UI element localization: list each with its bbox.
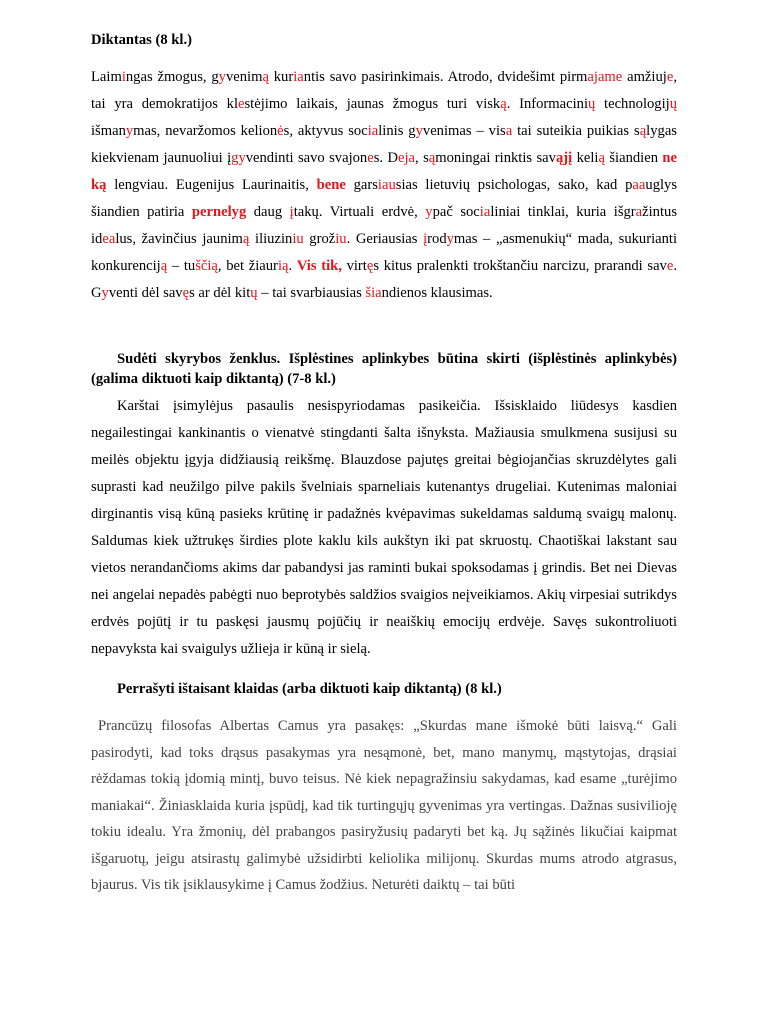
section3-heading: Perrašyti ištaisant klaidas (arba diktuoti kaip diktantą) (8 kl.) [117, 681, 502, 697]
text-run: moningai rinktis sav [435, 150, 556, 166]
text-run: Laim [91, 69, 122, 85]
text-run: – tu [167, 258, 196, 274]
highlighted-correction: ų [250, 285, 258, 301]
highlighted-correction: aa [632, 177, 646, 193]
highlighted-correction: ę [182, 285, 190, 301]
highlighted-correction: y [101, 285, 109, 301]
highlighted-correction: iau [377, 177, 396, 193]
text-run: s, aktyvus soc [283, 123, 368, 139]
text-run: ntis savo pasirinkimais. Atrodo, dvidešimt pirm [303, 69, 588, 85]
text-run: . [288, 258, 297, 274]
text-run: venti dėl sav [108, 285, 183, 301]
highlighted-correction: ia [367, 123, 379, 139]
highlighted-correction: Vis tik, [296, 258, 342, 274]
text-run: ndienos klausimas. [381, 285, 493, 301]
text-run: tai suteikia puikias s [512, 123, 640, 139]
highlighted-correction: a [375, 285, 382, 301]
highlighted-correction: ščią [195, 258, 218, 274]
text-run: mas, nevaržomos kelion [133, 123, 278, 139]
highlighted-correction: ų [588, 96, 596, 112]
text-run: venimas – vis [422, 123, 506, 139]
text-run: . Geriausias [346, 231, 424, 247]
highlighted-correction: e [666, 69, 674, 85]
text-run: vendinti savo svajon [245, 150, 368, 166]
text-run: lygas kiekvienam jaunuoliui į [91, 123, 677, 166]
text-run: sias lietuvių psichologas, sako, kad p [395, 177, 633, 193]
text-run: uglys šiandien patiria [91, 177, 678, 220]
text-run: grož [303, 231, 336, 247]
highlighted-correction: ne ką [91, 150, 677, 193]
text-run: daug [246, 204, 290, 220]
highlighted-correction: ia [479, 204, 491, 220]
highlighted-correction: a [635, 204, 643, 220]
highlighted-correction: ą [262, 69, 269, 85]
highlighted-correction: y [218, 69, 226, 85]
text-run: žintus id [91, 204, 678, 247]
text-run: lus, žavinčius jaunim [115, 231, 243, 247]
highlighted-correction: ą [639, 123, 647, 139]
highlighted-correction: ė [277, 123, 284, 139]
text-run: , s [415, 150, 429, 166]
highlighted-correction: ajame [587, 69, 623, 85]
highlighted-correction: y [415, 123, 423, 139]
text-run: išman [91, 123, 126, 139]
text-run: – tai svarbiausias [257, 285, 366, 301]
highlighted-correction: į [289, 204, 294, 220]
text-run: liniai tinklai, kuria išgr [490, 204, 636, 220]
highlighted-correction: ia [293, 69, 304, 85]
highlighted-correction: iu [292, 231, 304, 247]
highlighted-correction: pernelyg [191, 204, 247, 220]
text-run: keli [572, 150, 599, 166]
highlighted-correction: ą [428, 150, 436, 166]
text-run: ngas žmogus, g [125, 69, 219, 85]
text-run: virt [341, 258, 367, 274]
text-run: s kitus pralenkti trokštančiu narcizu, prarandi sav [373, 258, 667, 274]
text-run: takų. Virtuali erdvė, [293, 204, 426, 220]
section2-heading: Sudėti skyrybos ženklus. Išplėstines aplinkybes būtina skirti (išplėstinės aplinkybės) (galima diktuoti kaip diktantą) (7-8 kl.) [91, 351, 677, 387]
text-run: . Informacini [506, 96, 588, 112]
text-run: rod [427, 231, 447, 247]
text-run: , bet žiaur [217, 258, 278, 274]
highlighted-correction: y [425, 204, 433, 220]
highlighted-correction: ų [669, 96, 677, 112]
text-run: linis g [378, 123, 416, 139]
highlighted-correction: e [367, 150, 374, 166]
text-run: kur [268, 69, 294, 85]
highlighted-correction: ę [366, 258, 374, 274]
text-run: venim [225, 69, 263, 85]
highlighted-correction: y [125, 123, 134, 139]
highlighted-correction: ą [160, 258, 168, 274]
highlighted-correction: į [423, 231, 428, 247]
text-run: technologij [595, 96, 670, 112]
highlighted-correction: i [121, 69, 126, 85]
text-run: stėjimo laikais, jaunas žmogus turi visk [244, 96, 501, 112]
highlighted-correction: eja [398, 150, 416, 166]
highlighted-correction: a [505, 123, 513, 139]
text-run: pač soc [432, 204, 480, 220]
highlighted-correction: bene [316, 177, 346, 193]
text-run: iliuzin [249, 231, 293, 247]
highlighted-correction: ąjį [555, 150, 573, 166]
text-run: . G [91, 258, 677, 301]
highlighted-correction: ą [500, 96, 507, 112]
text-run: s ar dėl kit [189, 285, 251, 301]
section2-paragraph: Karštai įsimylėjus pasaulis nesispyriodamas pasikeičia. Išsisklaido liūdesys kasdien negailestingai kankinantis o vienatvė stingdanti šalta išnyksta. Mažiausia smulkmena susijusi su meilės objektu įgyja didžiausią reikšmę. Blauzdose pajutęs greitai bėgiojančias skruzdėlytes gali suprasti kad neužilgo pilve pakils švelniais sparneliais kutenantys drugeliai. Kutenimas maloniai dirginantis visą kūną pasieks krūtinę ir padažnės kvėpavimas sukeldamas saldumą svaigų malonų. Saldumas kiek užtrukęs širdies plote kaklu kils aukštyn iki pat skruostų. Chaotiškai lakstant sau vietos nerandančioms akims dar pabandysi jas raminti bukai spoksodamas į grindis. Bet nei Dievas nei angelai nepadės pabėgti nuo beprotybės saldžios svaigios neįveikiamos. Akių virpesiai sutrikdys erdvės pojūtį ir tu paskęsi jausmų pojūčių ir neaiškių emocijų erdvėje. Savęs sukontroliuoti nepavyksta kai svaigulys užlieja ir kūną ir sielą. [91, 398, 677, 657]
highlighted-correction: iu [335, 231, 347, 247]
text-run: amžiuj [622, 69, 667, 85]
highlighted-correction: ši [365, 285, 376, 301]
text-run: šiandien [604, 150, 663, 166]
text-run: lengviau. Eugenijus Laurinaitis, [106, 177, 317, 193]
highlighted-correction: ea [102, 231, 116, 247]
highlighted-correction: e [666, 258, 674, 274]
text-run: s. D [373, 150, 398, 166]
text-run: mas – „asmenukių“ mada, sukurianti konkurencij [91, 231, 678, 274]
text-run: , tai yra demokratijos kl [91, 69, 677, 112]
highlighted-correction: gy [231, 150, 246, 166]
section3-paragraph: Prancūzų filosofas Albertas Camus yra pasakęs: „Skurdas mane išmokė būti laisvą.“ Gali pasirodyti, kad toks drąsus pasakymas yra nesąmonė, bet, mano manymų, mąstytojas, drąsiai rėždamas tokią įdomią mintį, buvo teisus. Nė kiek nepagražinsiu sakydamas, kad esame „turėjimo maniakai“. Žiniasklaida kuria įspūdį, kad tik turtingųjų gyvenimas yra vertingas. Dažnas susivilioję tokiu idealu. Yra žmonių, dėl prabangos pasiryžusių padaryti bet ką. Jų sąžinės likučiai kaipmat išgaruotų, jeigu atsirastų galimybė užsidirbti keliolika milijonų. Skurdas mums atrodo atgrasus, bjaurus. Vis tik įsiklausykime į Camus žodžius. Neturėti daiktų – tai būti [91, 718, 677, 893]
highlighted-correction: ią [277, 258, 289, 274]
highlighted-correction: e [238, 96, 245, 112]
highlighted-correction: ą [242, 231, 250, 247]
section1-paragraph [91, 64, 677, 307]
highlighted-correction: y [446, 231, 454, 247]
section1-heading: Diktantas (8 kl.) [91, 32, 192, 48]
text-run: gars [345, 177, 378, 193]
highlighted-correction: ą [598, 150, 605, 166]
